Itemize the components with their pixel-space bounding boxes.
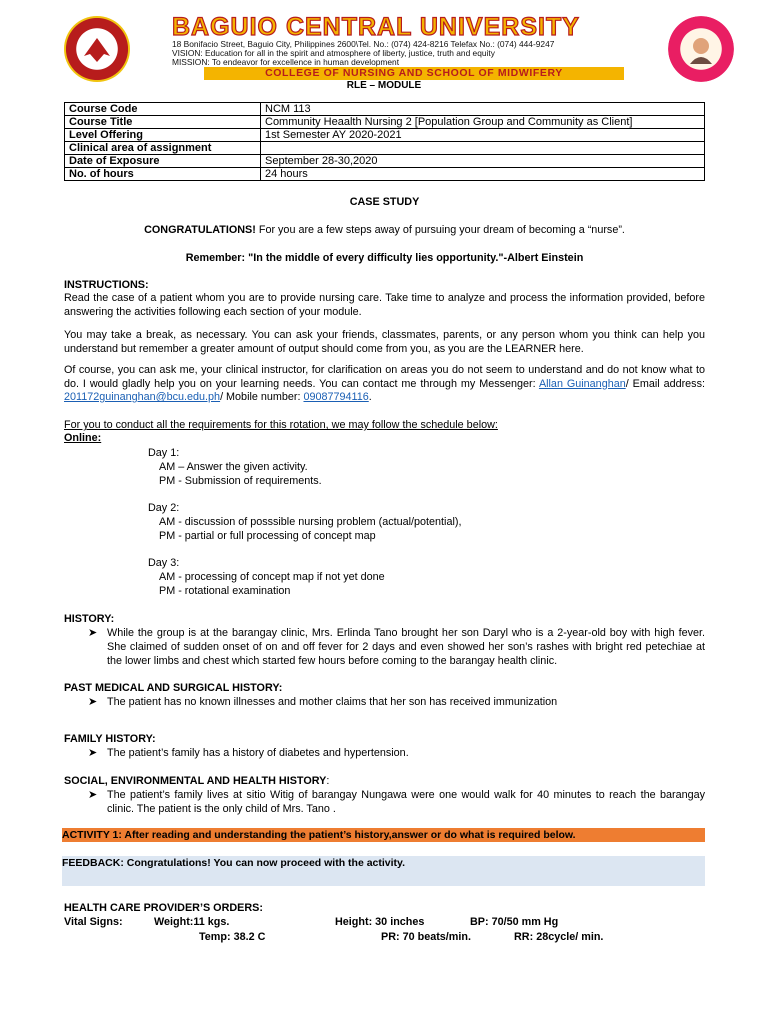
- instructions-paragraph-2: You may take a break, as necessary. You can ask your friends, classmates, parents, or any person whom you think can help you understand but remember a greater amount of output should come from you, as you are the LEARNER here.: [64, 329, 705, 355]
- social-heading-colon: :: [326, 775, 330, 787]
- nursing-seal-logo: [668, 16, 734, 82]
- day-pm: PM - Submission of requirements.: [159, 475, 322, 487]
- table-row: [65, 142, 705, 155]
- vitals-height: Height: 30 inches: [335, 916, 425, 928]
- table-value: September 28-30,2020: [261, 155, 705, 168]
- module-title: RLE – MODULE: [346, 80, 422, 91]
- table-row: [65, 116, 705, 129]
- table-key: Course Code: [65, 103, 261, 116]
- vitals-weight: Weight:11 kgs.: [154, 916, 230, 928]
- day-label: Day 1:: [148, 447, 180, 459]
- arrow-bullet-icon: ➤: [88, 696, 98, 708]
- instructions-paragraph-3-text: Of course, you can ask me, your clinical instructor, for clarification on areas you do not seem to understand and do not know what to do. I would gladly help you on your learning needs. You can contact me through my Messenger:: [64, 364, 705, 390]
- vitals-rr: RR: 28cycle/ min.: [514, 931, 604, 943]
- vitals-bp: BP: 70/50 mm Hg: [470, 916, 559, 928]
- table-key: Level Offering: [65, 129, 261, 142]
- mobile-label: / Mobile number:: [220, 391, 304, 403]
- family-heading: FAMILY HISTORY:: [64, 733, 156, 745]
- instructions-paragraph-3: [64, 364, 705, 405]
- messenger-link[interactable]: Allan Guinanghan: [538, 377, 626, 390]
- mobile-link[interactable]: 09087794116: [303, 391, 369, 403]
- congratulations-bold: CONGRATULATIONS!: [144, 224, 256, 236]
- history-text: While the group is at the barangay clinic, Mrs. Erlinda Tano brought her son Daryl who is a 2-year-old boy with high fever. She claimed of sudden onset of on and off fever for 2 days and even showed her son’s rashes with bright red petechiae at the lower limbs and chest which started few hours before coming to the barangay health clinic.: [107, 627, 705, 667]
- schedule-day-2: [148, 501, 461, 543]
- table-key: Clinical area of assignment: [65, 142, 261, 155]
- table-value: [261, 142, 705, 155]
- table-row: [65, 129, 705, 142]
- day-pm: PM - partial or full processing of concept map: [159, 530, 376, 542]
- arrow-bullet-icon: ➤: [88, 627, 98, 639]
- family-text: The patient’s family has a history of diabetes and hypertension.: [107, 747, 409, 759]
- table-row: [65, 103, 705, 116]
- case-study-title: CASE STUDY: [349, 196, 420, 208]
- vitals-temp: Temp: 38.2 C: [199, 931, 266, 943]
- day-am: AM – Answer the given activity.: [159, 461, 308, 473]
- online-label: Online:: [64, 432, 102, 444]
- email-label: / Email address:: [625, 377, 705, 390]
- college-name: COLLEGE OF NURSING AND SCHOOL OF MIDWIFERY: [204, 67, 624, 80]
- university-address: 18 Bonifacio Street, Baguio City, Philippines 2600\Tel. No.: (074) 424-8216 Telefax No.: (074) 444-9247: [172, 39, 555, 49]
- remember-quote: Remember: "In the middle of every difficulty lies opportunity."-Albert Einstein: [185, 252, 584, 264]
- day-label: Day 2:: [148, 502, 180, 514]
- contact-end: .: [368, 391, 372, 403]
- schedule-day-3: [148, 556, 385, 598]
- vitals-pr: PR: 70 beats/min.: [381, 931, 472, 943]
- table-key: No. of hours: [65, 168, 261, 181]
- university-header: [64, 14, 734, 86]
- pmsh-heading: PAST MEDICAL AND SURGICAL HISTORY:: [64, 682, 283, 694]
- table-key: Course Title: [65, 116, 261, 129]
- congratulations-line: [64, 224, 705, 238]
- arrow-bullet-icon: ➤: [88, 789, 98, 801]
- orders-heading: HEALTH CARE PROVIDER’S ORDERS:: [64, 902, 263, 914]
- university-seal-logo: [64, 16, 130, 82]
- schedule-intro: For you to conduct all the requirements for this rotation, we may follow the schedule below:: [64, 419, 498, 431]
- table-row: [65, 155, 705, 168]
- social-heading: SOCIAL, ENVIRONMENTAL AND HEALTH HISTORY: [64, 775, 327, 787]
- activity-bar: ACTIVITY 1: After reading and understanding the patient’s history,answer or do what is required below.: [62, 828, 705, 842]
- history-heading: HISTORY:: [64, 613, 115, 625]
- day-am: AM - discussion of posssible nursing problem (actual/potential),: [159, 516, 462, 528]
- feedback-bar: FEEDBACK: Congratulations! You can now proceed with the activity.: [62, 856, 705, 886]
- university-name: BAGUIO CENTRAL UNIVERSITY: [172, 13, 580, 41]
- vitals-label: Vital Signs:: [64, 916, 123, 928]
- instructions-paragraph-1: Read the case of a patient whom you are to provide nursing care. Take time to analyze and process the information provided, before answering the activities following each section of your module.: [64, 292, 705, 318]
- table-value: Community Heaalth Nursing 2 [Population Group and Community as Client]: [261, 116, 705, 129]
- table-key: Date of Exposure: [65, 155, 261, 168]
- email-link[interactable]: 201172guinanghan@bcu.edu.ph: [64, 391, 221, 403]
- day-am: AM - processing of concept map if not yet done: [159, 571, 385, 583]
- schedule-day-1: [148, 446, 322, 488]
- instructions-heading: INSTRUCTIONS:: [64, 279, 149, 291]
- congratulations-text: For you are a few steps away of pursuing your dream of becoming a “nurse”.: [255, 224, 625, 236]
- table-value: NCM 113: [261, 103, 705, 116]
- social-heading-line: [64, 775, 705, 789]
- table-value: 24 hours: [261, 168, 705, 181]
- table-value: 1st Semester AY 2020-2021: [261, 129, 705, 142]
- course-info-table: [64, 102, 705, 181]
- table-row: [65, 168, 705, 181]
- pmsh-text: The patient has no known illnesses and mother claims that her son has received immunization: [107, 696, 558, 708]
- university-mission: MISSION: To endeavor for excellence in human development: [172, 57, 400, 67]
- day-label: Day 3:: [148, 557, 180, 569]
- university-vision: VISION: Education for all in the spirit and atmosphere of liberty, justice, truth and equity: [172, 48, 495, 58]
- arrow-bullet-icon: ➤: [88, 747, 98, 759]
- social-text: The patient’s family lives at sitio Witig of barangay Nungawa were one would walk for 40 minutes to reach the barangay clinic. The patient is the only child of Mrs. Tano .: [107, 789, 705, 815]
- day-pm: PM - rotational examination: [159, 585, 291, 597]
